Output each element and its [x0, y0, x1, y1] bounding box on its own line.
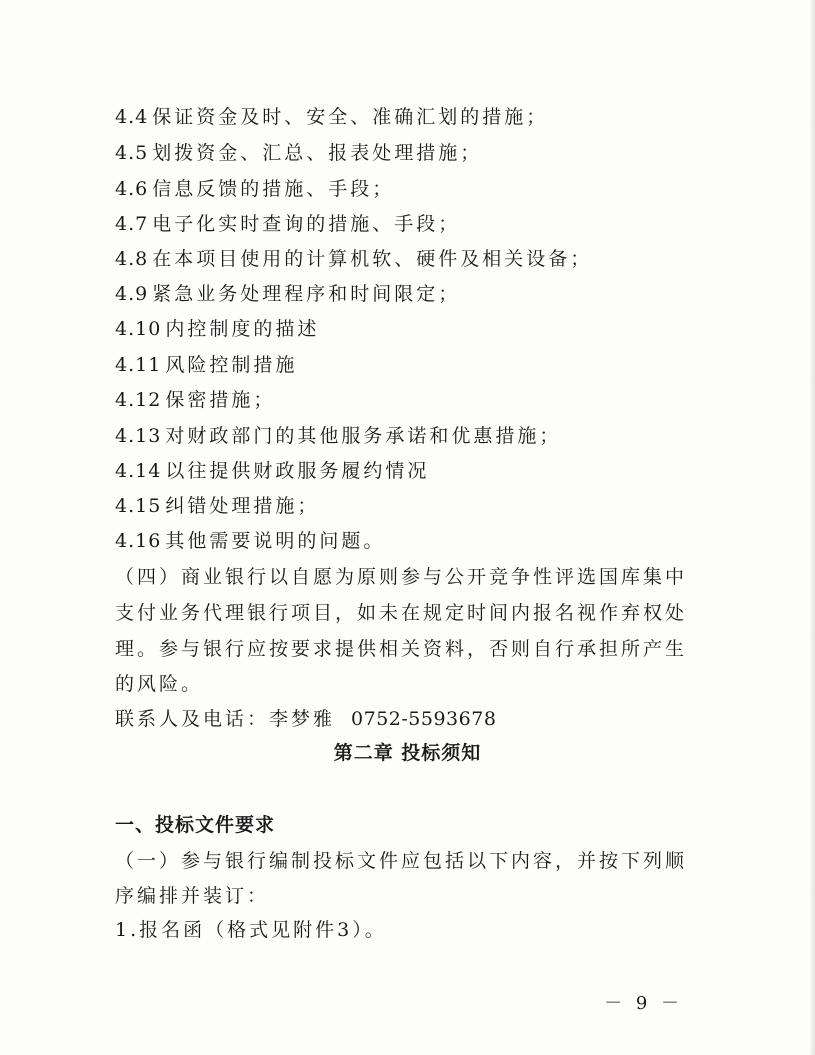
chapter-heading: 第二章 投标须知 [333, 742, 482, 764]
paragraph-four-line-4: 的风险。 [115, 673, 204, 695]
list-item-4-8: 4.8 在本项目使用的计算机软、硬件及相关设备； [115, 248, 593, 270]
list-item-4-4: 4.4 保证资金及时、安全、准确汇划的措施； [115, 106, 549, 128]
list-item-4-11: 4.11 风险控制措施 [115, 354, 298, 376]
paragraph-four-line-1: （四）商业银行以自愿为原则参与公开竞争性评选国库集中 [115, 566, 688, 588]
list-item-4-7: 4.7 电子化实时查询的措施、手段； [115, 213, 461, 235]
list-item-4-5: 4.5 划拨资金、汇总、报表处理措施； [115, 142, 483, 164]
page-number: － 9 － [604, 993, 683, 1014]
list-item-4-12: 4.12 保密措施； [115, 389, 276, 411]
list-item-4-14: 4.14 以往提供财政服务履约情况 [115, 460, 430, 482]
list-item-4-16: 4.16 其他需要说明的问题。 [115, 530, 386, 552]
list-item-4-10: 4.10 内控制度的描述 [115, 318, 320, 340]
paragraph-one-line-1: （一）参与银行编制投标文件应包括以下内容，并按下列顺 [115, 850, 688, 872]
section-heading: 一、投标文件要求 [115, 814, 276, 836]
contact-line [115, 710, 496, 729]
list-item-4-15: 4.15 纠错处理措施； [115, 495, 320, 517]
list-item-4-6: 4.6 信息反馈的措施、手段； [115, 178, 395, 200]
paragraph-four-line-3: 理。参与银行应按要求提供相关资料，否则自行承担所产生 [115, 638, 688, 660]
list-item-1: 1.报名函（格式见附件3）。 [115, 919, 387, 941]
page-edge-shadow [809, 0, 815, 1055]
paragraph-four-line-2: 支付业务代理银行项目，如未在规定时间内报名视作弃权处 [115, 602, 688, 624]
paragraph-one-line-2: 序编排并装订： [115, 885, 270, 907]
contact-phone: 0752-5593678 [351, 708, 497, 730]
list-item-4-9: 4.9 紧急业务处理程序和时间限定； [115, 283, 461, 305]
list-item-4-13: 4.13 对财政部门的其他服务承诺和优惠措施； [115, 425, 562, 447]
contact-label: 联系人及电话：李梦雅 [115, 708, 336, 730]
